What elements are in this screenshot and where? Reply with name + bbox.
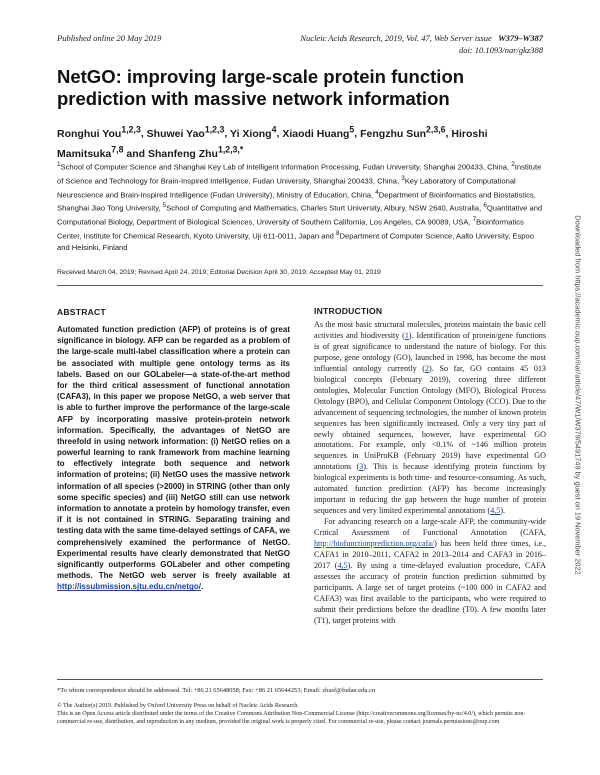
body-text: ). By using a time-delayed evaluation procedure, CAFA assesses the accuracy of protein function prediction submitted by participants. A large set of target proteins (~100 000 in CAFA2 and CAFA3) was first available to the participants, who were required to submit their predictions before the deadline (T0). A few months later (T1), target proteins with — [314, 560, 546, 625]
journal-citation — [300, 33, 543, 43]
reference-link[interactable]: 1 — [404, 330, 409, 340]
body-text: ). This is because identifying protein functions by biological experiments is both time- and resource-consuming. As such, automated function prediction (AFP) has become increasingly important in reducing the gap between the huge number of protein sequences and very limited experimental annotations ( — [314, 462, 547, 516]
author-superscript: 7,8 — [111, 144, 124, 155]
page-range: W379–W387 — [498, 33, 543, 43]
introduction-body — [314, 320, 546, 627]
author-superscript: 1,2,3,* — [217, 144, 244, 155]
header-divider — [57, 285, 543, 286]
author — [229, 124, 277, 140]
body-text: ) has been held three times, i.e., CAFA1 in 2010–2011, CAFA2 in 2013–2014 and CAFA3 in 2016–2017 ( — [314, 539, 546, 570]
affiliation-text: Quantitative and Computational Biology, Department of Biological Sciences, University of Southern California, Los Angeles, CA 90089, USA, — [57, 204, 543, 227]
author-list: Ronghui You$^{1,2,3}$, Shuwei Yao$^{1,2,3}$, Yi Xiong$^4$, Xiaodi Huang$^5$, Fengzhu Sun$^{2,3,6}$, Hiroshi Mamitsuka$^{7,8}$ and Shanfeng Zhu$^{1,2,3,*}$ — [57, 124, 488, 160]
affiliation-text: Key Laboratory of Computational Neuroscience and Brain-Inspired Intelligence (Fudan University), Ministry of Education, China, — [57, 176, 516, 200]
affiliation-text: School of Computer Science and Shanghai Key Lab of Intelligent Information Processing, Fudan University, Shanghai 200433, China, — [60, 162, 512, 172]
author-name: Hiroshi Mamitsuka — [57, 127, 488, 160]
author-name: and Shanfeng Zhu — [126, 148, 218, 160]
reference-link[interactable]: 4,5 — [337, 560, 348, 570]
abstract-body — [57, 324, 290, 593]
affiliations — [57, 159, 547, 253]
affiliation-number: 4 — [375, 188, 379, 196]
body-text: For advancing research on a large-scale AFP, the community-wide Critical Assessment of Functional Annotation (CAFA, — [314, 517, 546, 538]
reference-link[interactable]: 3 — [359, 462, 364, 472]
doi[interactable]: doi: 10.1093/nar/gkz388 — [458, 45, 543, 55]
affiliation-number: 8 — [336, 230, 340, 238]
author-superscript: 5 — [349, 124, 355, 134]
affiliation-text: Department of Bioinformatics and Biostatistics, Shanghai Jiao Tong University, — [57, 190, 536, 214]
download-notice: Downloaded from https://academic.oup.com/nar/article/47/W1/W379/5491749 by guest on 19 November 2022 — [573, 215, 583, 575]
author — [57, 124, 141, 140]
reference-link[interactable]: 2 — [425, 363, 430, 373]
introduction-paragraph-2 — [314, 517, 546, 627]
license-footer — [57, 702, 543, 727]
affiliation-text: Institute of Science and Technology for Brain-Inspired Intelligence, Fudan University, Shanghai 200433, China, — [57, 162, 542, 186]
author-name: Xiaodi Huang — [282, 127, 350, 140]
author-superscript: 4 — [271, 124, 277, 134]
author-name: Ronghui You — [57, 127, 122, 140]
introduction-heading: INTRODUCTION — [314, 306, 383, 316]
received-dates: Received March 04, 2019; Revised April 24, 2019; Editorial Decision April 30, 2019; Accepted May 01, 2019 — [57, 269, 381, 276]
footnote-divider — [57, 679, 543, 680]
license-line: © The Author(s) 2019. Published by Oxford University Press on behalf of Nucleic Acids Research. — [57, 703, 299, 709]
affiliation-number: 3 — [401, 174, 405, 182]
author-name: Shuwei Yao — [146, 127, 205, 140]
body-text: ). — [500, 506, 506, 516]
published-date: Published online 20 May 2019 — [57, 33, 162, 43]
download-sidebar — [573, 205, 583, 585]
correspondence-note: *To whom correspondence should be addressed. Tel: +86 21 65648058; Fax: +86 21 65644253; Email: zhusf@fudan.edu.cn — [57, 687, 376, 694]
affiliation-text: Department of Computer Science, Aalto University, Espoo and Helsinki, Finland — [57, 231, 534, 252]
author-superscript: 2,3,6 — [426, 124, 446, 134]
affiliation-number: 6 — [483, 202, 487, 210]
author — [360, 124, 446, 140]
netgo-server-link[interactable]: http://issubmission.sjtu.edu.cn/netgo/ — [57, 582, 202, 592]
body-text: As the most basic structural molecules, proteins maintain the basic cell activities and biodiversity ( — [314, 320, 546, 340]
reference-link[interactable]: 4,5 — [490, 506, 501, 516]
affiliation-number: 7 — [472, 216, 477, 224]
author-superscript: 1,2,3 — [121, 124, 141, 134]
license-line: This is an Open Access article distributed under the terms of the Creative Commons Attribution Non-Commercial License (http://creativecommons.org/licenses/by-nc/4.0/), which permits non-commercial re-use, distribution, and reproduction in any medium, provided the original work is properly cited. For commercial re-use, please contact journals.permissions@oup.com — [57, 711, 526, 726]
author-name: Fengzhu Sun — [360, 127, 427, 140]
abstract-text: Automated function prediction (AFP) of proteins is of great significance in biology. AFP can be regarded as a problem of the large-scale multi-label classification where a protein can be associated with multiple gene ontology terms as its labels. Based on our GOLabeler—a state-of-the-art method for the third critical assessment of functional annotation (CAFA3), in this paper we propose NetGO, a web server that is able to further improve the performance of the large-scale AFP by incorporating massive protein-protein network information. Specifically, the advantages of NetGO are threefold in using network information: (i) NetGO relies on a powerful learning to rank framework from machine learning to effectively integrate both sequence and network information of proteins; (ii) NetGO uses the massive network information of all species (>2000) in STRING (other than only some specific species) and (iii) NetGO still can use network information to annotate a protein by homology transfer, even if it is not contained in STRING. Separating training and testing data with the same time-delayed settings of CAFA, we comprehensively examined the performance of NetGO. Experimental results have clearly demonstrated that NetGO significantly outperforms GOLabeler and other competing methods. The NetGO web server is freely available at — [57, 325, 290, 581]
author — [146, 124, 225, 140]
introduction-paragraph-1 — [314, 320, 546, 517]
abstract-end: . — [201, 582, 204, 592]
body-text: ). So far, GO contains 45 013 biological concepts (February 2019), covering three different ontologies, Molecular Function Ontology (MFO), Biological Process Ontology (BPO), and Cellular Component Ontology (CCO). Due to the advancement of sequencing technologies, the number of known protein sequences has been significantly increased. Only a very tiny part of newly obtained sequences, however, have experimental GO annotations. For example, only <0.1% of ~146 million protein sequences in UniProKB (February 2019) have experimental GO annotations ( — [314, 363, 546, 472]
body-text: ). Identification of protein/gene functions is of great significance to understand the nature of biology. For this purpose, gene ontology (GO), launched in 1998, has become the most influential ontology currently ( — [314, 330, 546, 373]
affiliation-text: Bioinformatics Center, Institute for Chemical Research, Kyoto University, Uji 611-0011, Japan and — [57, 217, 524, 241]
affiliation-number: 5 — [162, 202, 167, 210]
affiliation-number: 2 — [511, 161, 515, 168]
reference-link[interactable]: http://biofunctionprediction.org/cafa/ — [314, 539, 435, 549]
affiliation-number: 1 — [57, 161, 61, 168]
abstract-heading: ABSTRACT — [57, 307, 106, 317]
author-superscript: 1,2,3 — [204, 124, 225, 134]
author-name: Yi Xiong — [229, 127, 272, 140]
journal-name: Nucleic Acids Research, 2019, Vol. 47, Web Server issue — [300, 33, 492, 43]
article-title: NetGO: improving large-scale protein function prediction with massive network information — [57, 66, 465, 109]
affiliation-text: School of Computing and Mathematics, Charles Sturt University, Albury, NSW 2640, Australia, — [166, 204, 484, 214]
author — [282, 124, 355, 140]
